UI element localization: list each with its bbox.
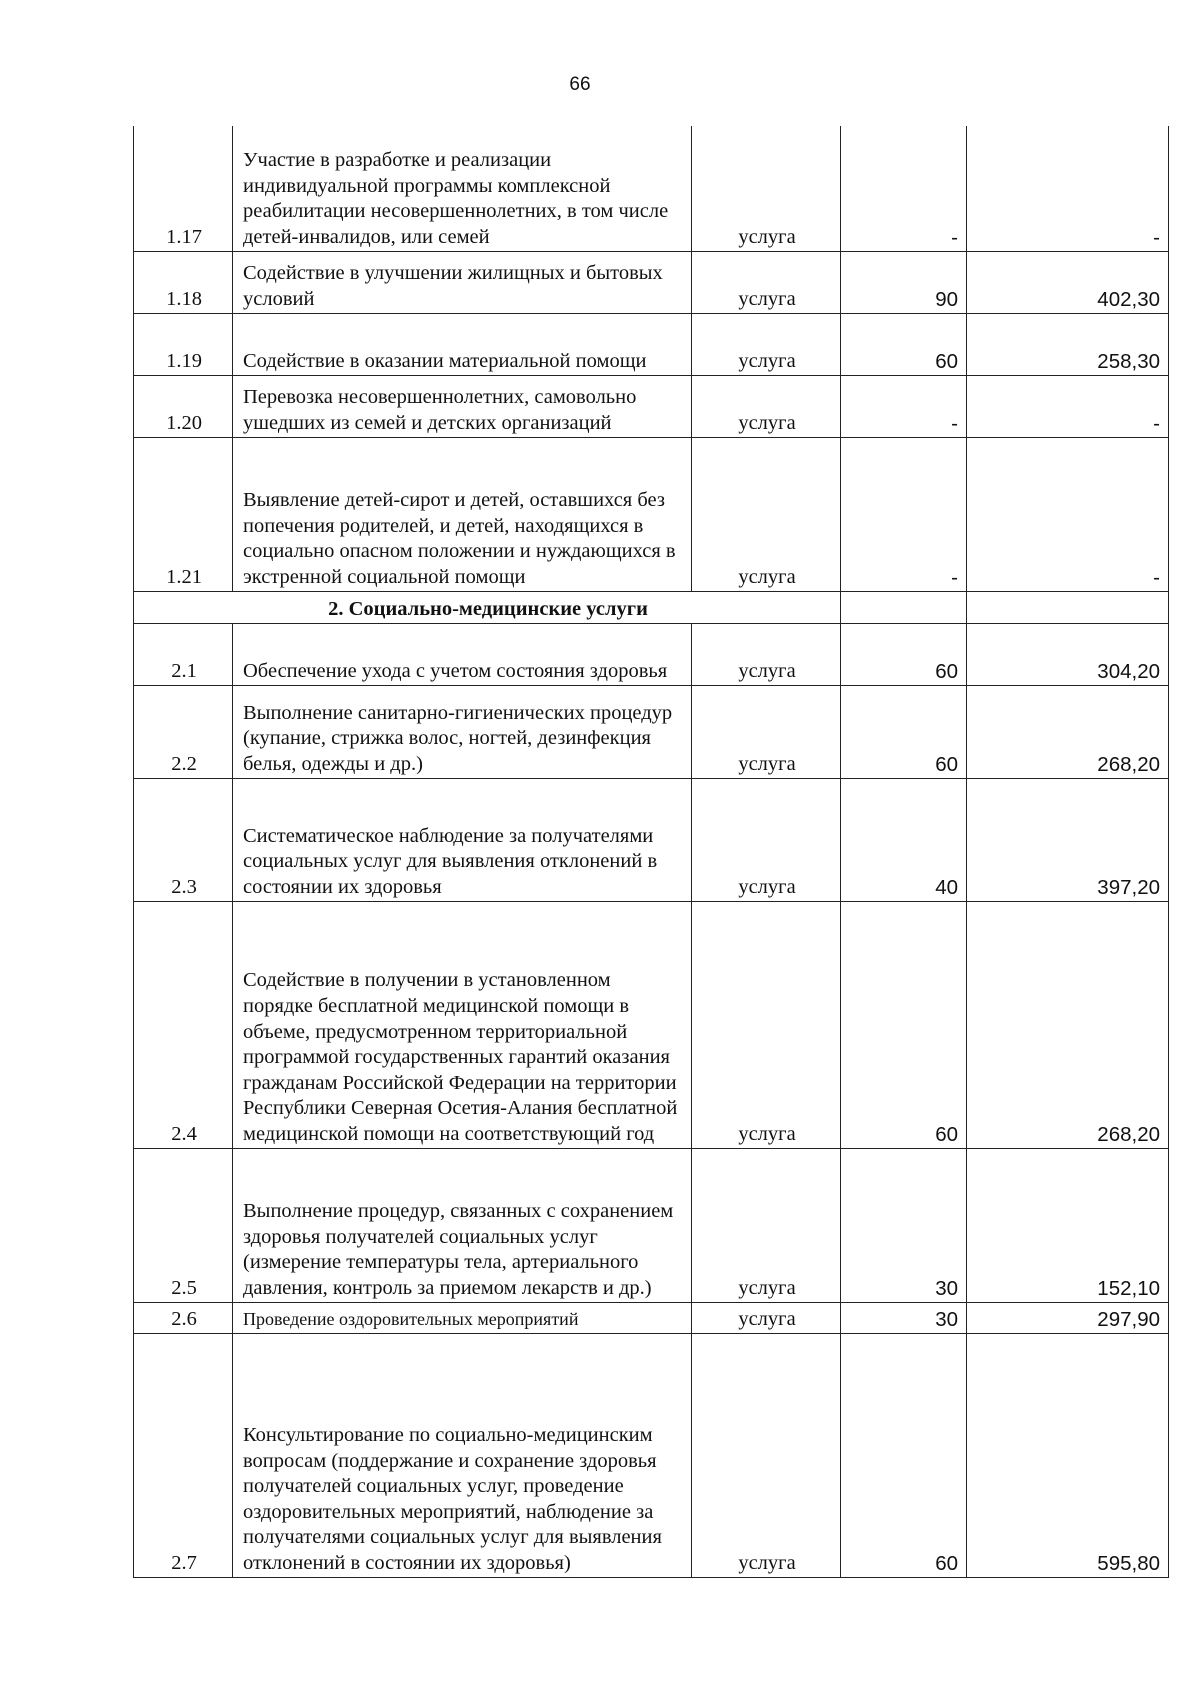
row-number: 2.5 [134,1148,233,1302]
row-number: 1.19 [134,313,233,375]
service-description: Проведение оздоровительных мероприятий [233,1302,692,1333]
unit-cell: услуга [692,437,841,591]
quantity-cell: 60 [841,623,967,685]
table-row [134,685,1169,778]
quantity-cell: - [841,126,967,251]
empty-cell [841,591,967,623]
row-number: 2.1 [134,623,233,685]
quantity-cell: 60 [841,901,967,1148]
table-row [134,901,1169,1148]
table-row [134,1148,1169,1302]
unit-cell: услуга [692,313,841,375]
service-description: Выполнение санитарно-гигиенических процедур (купание, стрижка волос, ногтей, дезинфекция белья, одежды и др.) [233,685,692,778]
price-cell: 402,30 [967,251,1169,313]
section-heading-row [134,591,1169,623]
unit-cell: услуга [692,623,841,685]
row-number: 2.7 [134,1333,233,1577]
quantity-cell: 60 [841,1333,967,1577]
row-number: 2.3 [134,778,233,901]
services-table [133,126,1169,1578]
table-row [134,623,1169,685]
price-cell: 304,20 [967,623,1169,685]
empty-cell [967,591,1169,623]
section-title: 2. Социально-медицинские услуги [134,591,841,623]
row-number: 2.6 [134,1302,233,1333]
quantity-cell: 60 [841,685,967,778]
price-cell: - [967,126,1169,251]
price-cell: - [967,375,1169,437]
unit-cell: услуга [692,375,841,437]
quantity-cell: 60 [841,313,967,375]
service-description: Содействие в получении в установленном порядке бесплатной медицинской помощи в объеме, предусмотренном территориальной программой государственных гарантий оказания гражданам Российской Федерации на территории Республики Северная Осетия-Алания бесплатной медицинской помощи на соответствующий год [233,901,692,1148]
price-cell: 258,30 [967,313,1169,375]
unit-cell: услуга [692,1333,841,1577]
table-row [134,437,1169,591]
service-description: Обеспечение ухода с учетом состояния здоровья [233,623,692,685]
row-number: 1.18 [134,251,233,313]
table-row [134,1333,1169,1577]
table-row [134,1302,1169,1333]
quantity-cell: 40 [841,778,967,901]
page-number: 66 [569,74,591,95]
table-row [134,375,1169,437]
price-cell: 268,20 [967,685,1169,778]
service-description: Перевозка несовершеннолетних, самовольно ушедших из семей и детских организаций [233,375,692,437]
price-cell: 152,10 [967,1148,1169,1302]
service-description: Выполнение процедур, связанных с сохранением здоровья получателей социальных услуг (измерение температуры тела, артериального давления, контроль за приемом лекарств и др.) [233,1148,692,1302]
price-cell: 268,20 [967,901,1169,1148]
table-row [134,251,1169,313]
table-row [134,313,1169,375]
unit-cell: услуга [692,901,841,1148]
service-description: Систематическое наблюдение за получателями социальных услуг для выявления отклонений в состоянии их здоровья [233,778,692,901]
unit-cell: услуга [692,1302,841,1333]
quantity-cell: - [841,437,967,591]
row-number: 2.4 [134,901,233,1148]
unit-cell: услуга [692,251,841,313]
service-description: Выявление детей-сирот и детей, оставшихся без попечения родителей, и детей, находящихся в социально опасном положении и нуждающихся в экстренной социальной помощи [233,437,692,591]
quantity-cell: 90 [841,251,967,313]
unit-cell: услуга [692,778,841,901]
table-row [134,778,1169,901]
price-cell: 595,80 [967,1333,1169,1577]
row-number: 1.20 [134,375,233,437]
service-description: Содействие в оказании материальной помощи [233,313,692,375]
row-number: 2.2 [134,685,233,778]
row-number: 1.21 [134,437,233,591]
unit-cell: услуга [692,1148,841,1302]
quantity-cell: - [841,375,967,437]
unit-cell: услуга [692,126,841,251]
price-cell: - [967,437,1169,591]
table-row [134,126,1169,251]
unit-cell: услуга [692,685,841,778]
row-number: 1.17 [134,126,233,251]
service-description: Участие в разработке и реализации индивидуальной программы комплексной реабилитации несовершеннолетних, в том числе детей-инвалидов, или семей [233,126,692,251]
price-cell: 297,90 [967,1302,1169,1333]
service-description: Содействие в улучшении жилищных и бытовых условий [233,251,692,313]
price-cell: 397,20 [967,778,1169,901]
quantity-cell: 30 [841,1302,967,1333]
service-description: Консультирование по социально-медицинским вопросам (поддержание и сохранение здоровья получателей социальных услуг, проведение оздоровительных мероприятий, наблюдение за получателями социальных услуг для выявления отклонений в состоянии их здоровья) [233,1333,692,1577]
quantity-cell: 30 [841,1148,967,1302]
